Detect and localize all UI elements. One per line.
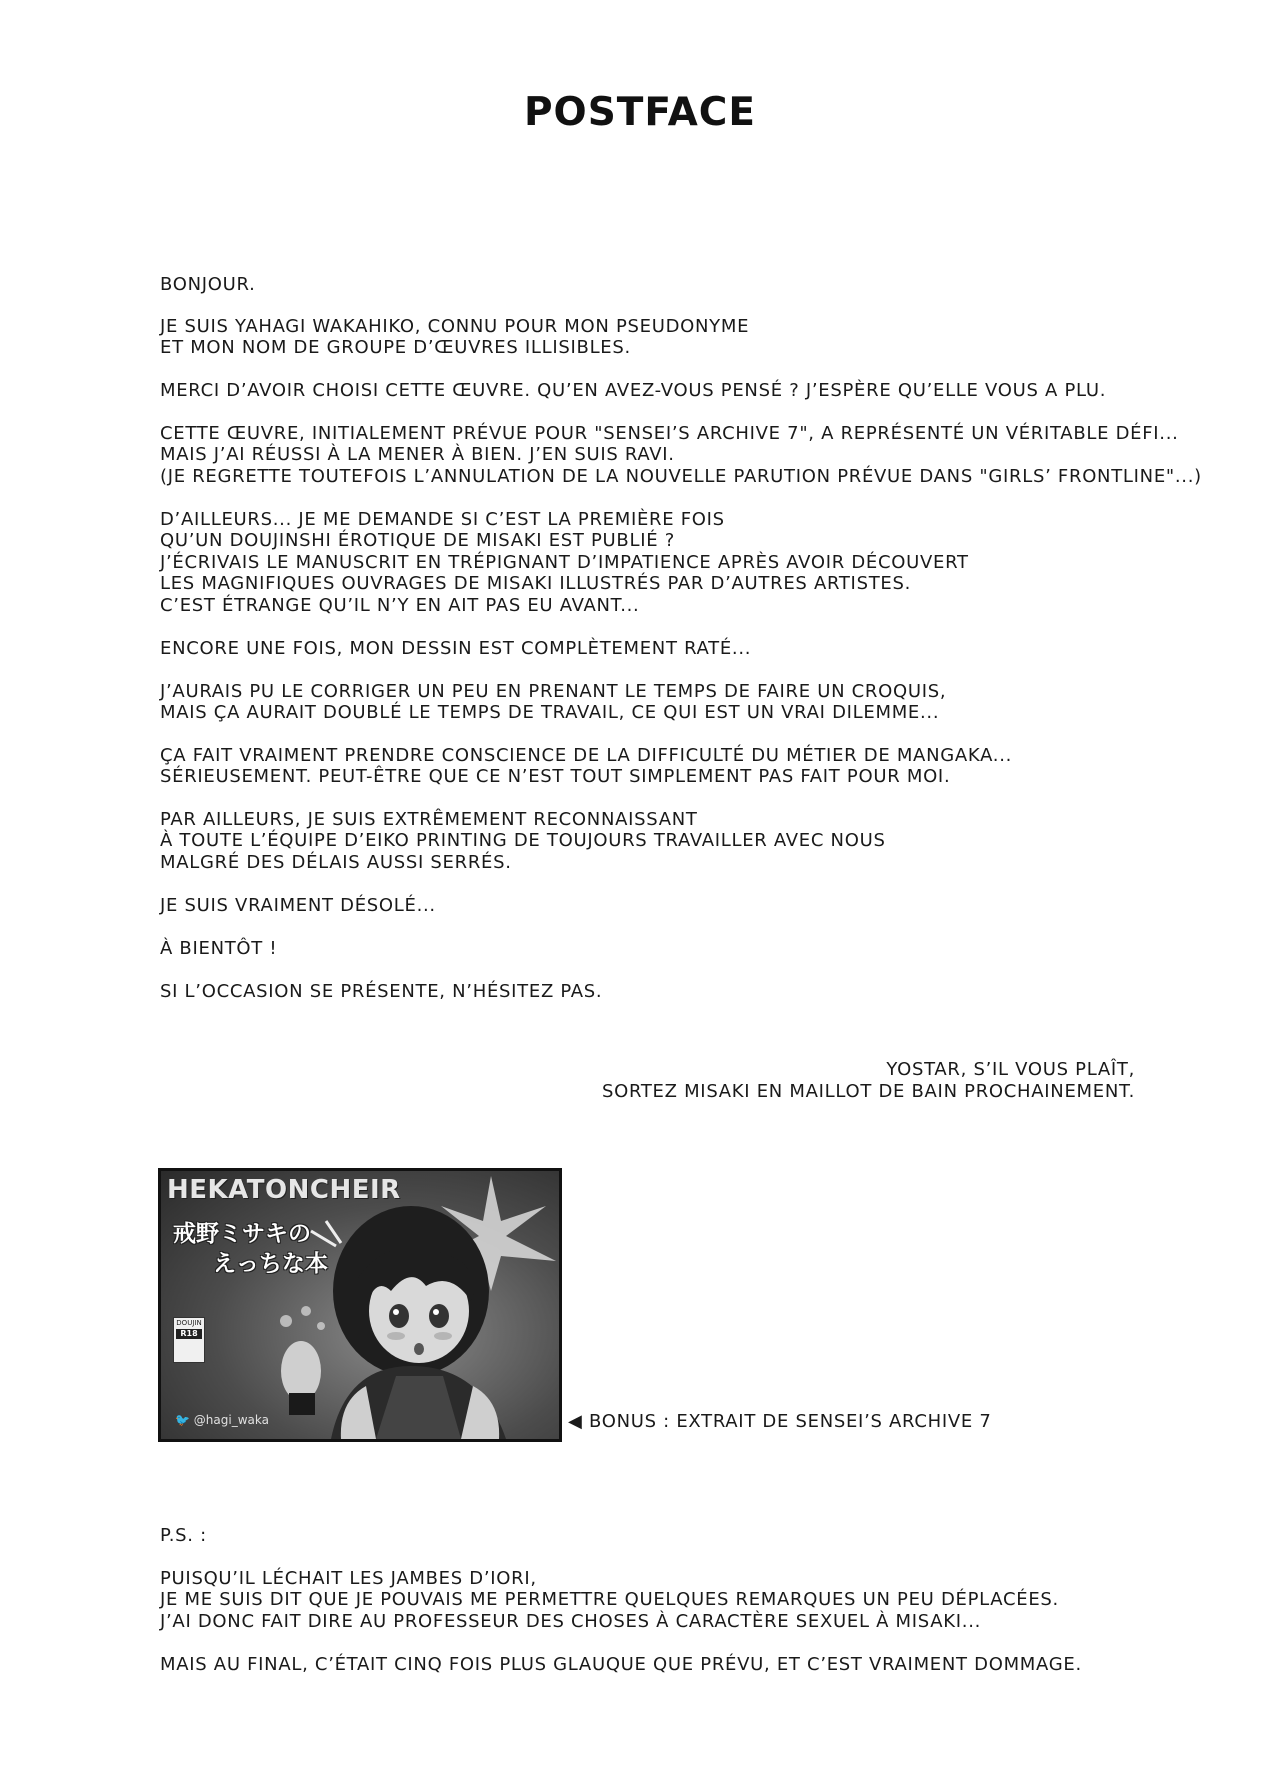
text-line: ENCORE UNE FOIS, MON DESSIN EST COMPLÈTEMENT RATÉ...	[160, 638, 752, 659]
rating-badge	[173, 1317, 205, 1363]
text-line: JE SUIS VRAIMENT DÉSOLÉ...	[160, 895, 436, 916]
text-line: CETTE ŒUVRE, INITIALEMENT PRÉVUE POUR "SENSEI’S ARCHIVE 7", A REPRÉSENTÉ UN VÉRITABLE DÉFI...	[160, 423, 1179, 444]
text-line: MAIS J’AI RÉUSSI À LA MENER À BIEN. J’EN SUIS RAVI.	[160, 444, 675, 465]
badge-rating: R18	[176, 1329, 202, 1339]
ps-line: JE ME SUIS DIT QUE JE POUVAIS ME PERMETTRE QUELQUES REMARQUES UN PEU DÉPLACÉES.	[160, 1589, 1059, 1610]
handle-text: @hagi_waka	[193, 1413, 269, 1427]
bonus-caption: ◀ BONUS : EXTRAIT DE SENSEI’S ARCHIVE 7	[568, 1411, 992, 1432]
signoff-line: YOSTAR, S’IL VOUS PLAÎT,	[886, 1059, 1135, 1080]
text-line: BONJOUR.	[160, 274, 256, 295]
text-line: À BIENTÔT !	[160, 938, 278, 959]
text-line: À TOUTE L’ÉQUIPE D’EIKO PRINTING DE TOUJOURS TRAVAILLER AVEC NOUS	[160, 830, 886, 851]
text-line: JE SUIS YAHAGI WAKAHIKO, CONNU POUR MON PSEUDONYME	[160, 316, 750, 337]
badge-top: DOUJIN	[176, 1319, 202, 1327]
cover-image	[158, 1168, 562, 1442]
cover-title-jp-2: えっちな本	[213, 1250, 328, 1277]
cover-brand: HEKATONCHEIR	[167, 1175, 401, 1205]
text-line: D’AILLEURS... JE ME DEMANDE SI C’EST LA PREMIÈRE FOIS	[160, 509, 725, 530]
ps-line: MAIS AU FINAL, C’ÉTAIT CINQ FOIS PLUS GLAUQUE QUE PRÉVU, ET C’EST VRAIMENT DOMMAGE.	[160, 1654, 1082, 1675]
text-line: C’EST ÉTRANGE QU’IL N’Y EN AIT PAS EU AVANT...	[160, 595, 640, 616]
text-line: J’AURAIS PU LE CORRIGER UN PEU EN PRENANT LE TEMPS DE FAIRE UN CROQUIS,	[160, 681, 947, 702]
text-line: SÉRIEUSEMENT. PEUT-ÊTRE QUE CE N’EST TOUT SIMPLEMENT PAS FAIT POUR MOI.	[160, 766, 951, 787]
text-line: MERCI D’AVOIR CHOISI CETTE ŒUVRE. QU’EN AVEZ-VOUS PENSÉ ? J’ESPÈRE QU’ELLE VOUS A PLU.	[160, 380, 1107, 401]
ps-line: J’AI DONC FAIT DIRE AU PROFESSEUR DES CHOSES À CARACTÈRE SEXUEL À MISAKI...	[160, 1611, 982, 1632]
text-line: SI L’OCCASION SE PRÉSENTE, N’HÉSITEZ PAS.	[160, 981, 603, 1002]
ps-line: P.S. :	[160, 1525, 207, 1546]
text-line: PAR AILLEURS, JE SUIS EXTRÊMEMENT RECONNAISSANT	[160, 809, 698, 830]
page-title: POSTFACE	[523, 90, 757, 135]
text-line: (JE REGRETTE TOUTEFOIS L’ANNULATION DE LA NOUVELLE PARUTION PRÉVUE DANS "GIRLS’ FRONTLINE"...)	[160, 466, 1202, 487]
bird-icon: 🐦	[175, 1413, 190, 1427]
cover-handle	[175, 1413, 269, 1427]
text-line: ET MON NOM DE GROUPE D’ŒUVRES ILLISIBLES.	[160, 337, 631, 358]
text-line: LES MAGNIFIQUES OUVRAGES DE MISAKI ILLUSTRÉS PAR D’AUTRES ARTISTES.	[160, 573, 912, 594]
text-line: MAIS ÇA AURAIT DOUBLÉ LE TEMPS DE TRAVAIL, CE QUI EST UN VRAI DILEMME...	[160, 702, 940, 723]
signoff-line: SORTEZ MISAKI EN MAILLOT DE BAIN PROCHAINEMENT.	[601, 1081, 1135, 1102]
text-line: J’ÉCRIVAIS LE MANUSCRIT EN TRÉPIGNANT D’IMPATIENCE APRÈS AVOIR DÉCOUVERT	[160, 552, 969, 573]
ps-line: PUISQU’IL LÉCHAIT LES JAMBES D’IORI,	[160, 1568, 537, 1589]
text-line: QU’UN DOUJINSHI ÉROTIQUE DE MISAKI EST PUBLIÉ ?	[160, 530, 675, 551]
cover-illustration	[161, 1171, 559, 1439]
text-line: ÇA FAIT VRAIMENT PRENDRE CONSCIENCE DE LA DIFFICULTÉ DU MÉTIER DE MANGAKA...	[160, 745, 1013, 766]
text-line: MALGRÉ DES DÉLAIS AUSSI SERRÉS.	[160, 852, 512, 873]
cover-title-jp-1: 戒野ミサキの	[173, 1220, 311, 1247]
